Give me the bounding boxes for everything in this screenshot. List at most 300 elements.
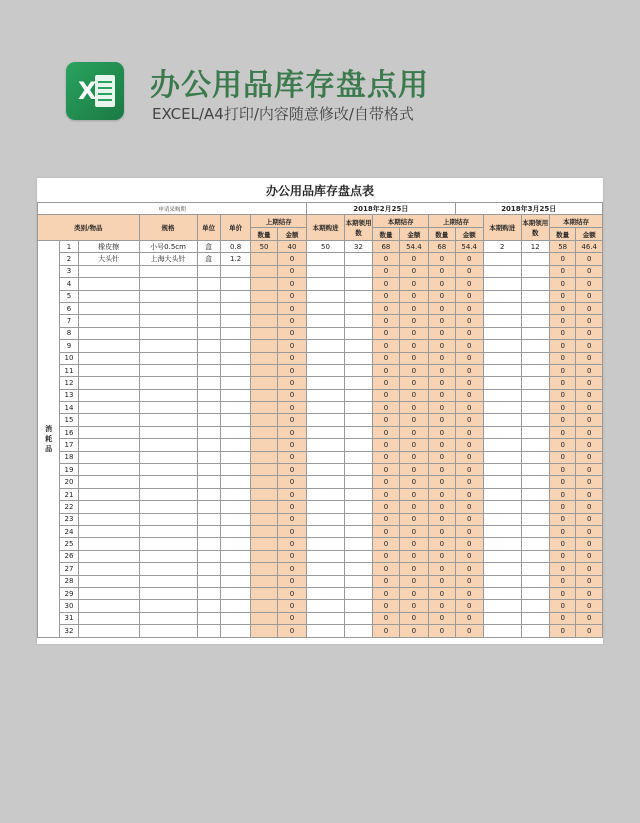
price-cell[interactable] bbox=[220, 377, 250, 389]
price-cell[interactable] bbox=[220, 600, 250, 612]
p2-purchase-cell[interactable] bbox=[483, 402, 521, 414]
p1-purchase-cell[interactable] bbox=[307, 315, 345, 327]
unit-cell[interactable] bbox=[197, 364, 220, 376]
p1-used-cell[interactable] bbox=[344, 402, 372, 414]
p1-purchase-cell[interactable] bbox=[307, 253, 345, 265]
spec-cell[interactable] bbox=[139, 488, 197, 500]
p1-prev-qty-cell[interactable] bbox=[251, 327, 277, 339]
p2-used-cell[interactable] bbox=[521, 563, 549, 575]
item-name-cell[interactable] bbox=[78, 278, 139, 290]
p1-purchase-cell[interactable] bbox=[307, 377, 345, 389]
p1-prev-qty-cell[interactable] bbox=[251, 625, 277, 637]
unit-cell[interactable] bbox=[197, 625, 220, 637]
p1-prev-qty-cell[interactable] bbox=[251, 278, 277, 290]
table-row bbox=[38, 538, 603, 550]
p1-used-cell[interactable] bbox=[344, 600, 372, 612]
p2-prev-amount-cell: 0 bbox=[455, 488, 483, 500]
price-cell[interactable] bbox=[220, 402, 250, 414]
p2-purchase-cell[interactable] bbox=[483, 253, 521, 265]
p2-used-cell[interactable] bbox=[521, 625, 549, 637]
price-cell[interactable]: 0.8 bbox=[220, 241, 250, 253]
p1-used-cell[interactable] bbox=[344, 290, 372, 302]
p1-used-cell[interactable] bbox=[344, 315, 372, 327]
p2-purchase-cell[interactable] bbox=[483, 600, 521, 612]
p1-prev-qty-cell[interactable] bbox=[251, 600, 277, 612]
p1-purchase-cell[interactable] bbox=[307, 587, 345, 599]
unit-cell[interactable] bbox=[197, 451, 220, 463]
p1-purchase-cell[interactable] bbox=[307, 278, 345, 290]
p2-used-cell[interactable] bbox=[521, 426, 549, 438]
p2-purchase-cell[interactable] bbox=[483, 538, 521, 550]
p1-purchase-cell[interactable] bbox=[307, 439, 345, 451]
unit-cell[interactable] bbox=[197, 377, 220, 389]
p2-used-cell[interactable] bbox=[521, 352, 549, 364]
unit-cell[interactable] bbox=[197, 340, 220, 352]
price-cell[interactable] bbox=[220, 414, 250, 426]
p1-used-cell[interactable] bbox=[344, 488, 372, 500]
p2-used-cell[interactable] bbox=[521, 575, 549, 587]
spec-cell[interactable] bbox=[139, 525, 197, 537]
p1-purchase-cell[interactable] bbox=[307, 302, 345, 314]
spec-cell[interactable] bbox=[139, 302, 197, 314]
p1-used-cell[interactable] bbox=[344, 327, 372, 339]
price-cell[interactable] bbox=[220, 587, 250, 599]
p2-used-cell[interactable] bbox=[521, 451, 549, 463]
item-name-cell[interactable] bbox=[78, 302, 139, 314]
spec-cell[interactable] bbox=[139, 550, 197, 562]
item-name-cell[interactable]: 大头针 bbox=[78, 253, 139, 265]
p2-curr-qty-cell: 0 bbox=[549, 476, 575, 488]
unit-cell[interactable] bbox=[197, 290, 220, 302]
spec-cell[interactable] bbox=[139, 265, 197, 277]
p2-used-cell[interactable] bbox=[521, 414, 549, 426]
unit-cell[interactable] bbox=[197, 464, 220, 476]
spec-cell[interactable] bbox=[139, 426, 197, 438]
price-cell[interactable] bbox=[220, 488, 250, 500]
price-cell[interactable] bbox=[220, 513, 250, 525]
spec-cell[interactable] bbox=[139, 340, 197, 352]
item-name-cell[interactable] bbox=[78, 451, 139, 463]
unit-cell[interactable] bbox=[197, 439, 220, 451]
p1-curr-amount-cell: 54.4 bbox=[399, 241, 428, 253]
p1-purchase-cell[interactable] bbox=[307, 414, 345, 426]
p1-prev-qty-cell[interactable] bbox=[251, 414, 277, 426]
p1-used-cell[interactable] bbox=[344, 625, 372, 637]
spec-cell[interactable] bbox=[139, 501, 197, 513]
p1-used-cell[interactable] bbox=[344, 525, 372, 537]
p2-purchase-cell[interactable] bbox=[483, 278, 521, 290]
p1-used-cell[interactable] bbox=[344, 389, 372, 401]
price-cell[interactable] bbox=[220, 426, 250, 438]
item-name-cell[interactable] bbox=[78, 389, 139, 401]
p1-used-cell[interactable] bbox=[344, 538, 372, 550]
spec-cell[interactable] bbox=[139, 612, 197, 624]
p2-used-cell[interactable] bbox=[521, 538, 549, 550]
p2-purchase-cell[interactable] bbox=[483, 302, 521, 314]
p1-used-cell[interactable] bbox=[344, 513, 372, 525]
p1-prev-qty-cell[interactable] bbox=[251, 525, 277, 537]
spec-cell[interactable] bbox=[139, 625, 197, 637]
spec-cell[interactable] bbox=[139, 352, 197, 364]
price-cell[interactable] bbox=[220, 476, 250, 488]
p2-used-cell[interactable]: 12 bbox=[521, 241, 549, 253]
unit-cell[interactable] bbox=[197, 538, 220, 550]
p1-prev-qty-cell[interactable] bbox=[251, 488, 277, 500]
p1-purchase-cell[interactable] bbox=[307, 501, 345, 513]
p2-purchase-cell[interactable] bbox=[483, 352, 521, 364]
price-cell[interactable] bbox=[220, 340, 250, 352]
p2-purchase-cell[interactable] bbox=[483, 389, 521, 401]
p1-used-cell[interactable] bbox=[344, 501, 372, 513]
item-name-cell[interactable] bbox=[78, 525, 139, 537]
p1-purchase-cell[interactable] bbox=[307, 550, 345, 562]
item-name-cell[interactable] bbox=[78, 327, 139, 339]
p1-prev-qty-cell[interactable] bbox=[251, 253, 277, 265]
price-cell[interactable] bbox=[220, 278, 250, 290]
p2-used-cell[interactable] bbox=[521, 587, 549, 599]
p2-used-cell[interactable] bbox=[521, 439, 549, 451]
item-name-cell[interactable] bbox=[78, 414, 139, 426]
p1-purchase-cell[interactable] bbox=[307, 364, 345, 376]
unit-cell[interactable] bbox=[197, 265, 220, 277]
p2-used-cell[interactable] bbox=[521, 327, 549, 339]
unit-cell[interactable] bbox=[197, 315, 220, 327]
p2-used-cell[interactable] bbox=[521, 340, 549, 352]
p1-prev-qty-cell[interactable] bbox=[251, 340, 277, 352]
item-name-cell[interactable] bbox=[78, 439, 139, 451]
p2-purchase-cell[interactable] bbox=[483, 476, 521, 488]
price-cell[interactable] bbox=[220, 327, 250, 339]
table-row bbox=[38, 501, 603, 513]
unit-cell[interactable] bbox=[197, 612, 220, 624]
p1-purchase-cell[interactable] bbox=[307, 352, 345, 364]
p2-purchase-cell[interactable]: 2 bbox=[483, 241, 521, 253]
p2-used-cell[interactable] bbox=[521, 488, 549, 500]
p2-used-cell[interactable] bbox=[521, 501, 549, 513]
p1-used-cell[interactable] bbox=[344, 414, 372, 426]
p2-purchase-cell[interactable] bbox=[483, 550, 521, 562]
item-name-cell[interactable] bbox=[78, 600, 139, 612]
price-cell[interactable] bbox=[220, 550, 250, 562]
p2-used-cell[interactable] bbox=[521, 389, 549, 401]
unit-cell[interactable] bbox=[197, 488, 220, 500]
p2-purchase-cell[interactable] bbox=[483, 265, 521, 277]
unit-cell[interactable] bbox=[197, 476, 220, 488]
unit-cell[interactable] bbox=[197, 389, 220, 401]
p1-purchase-cell[interactable] bbox=[307, 426, 345, 438]
p1-used-cell[interactable] bbox=[344, 352, 372, 364]
p2-purchase-cell[interactable] bbox=[483, 563, 521, 575]
spec-cell[interactable] bbox=[139, 377, 197, 389]
spec-cell[interactable] bbox=[139, 513, 197, 525]
item-name-cell[interactable] bbox=[78, 513, 139, 525]
p2-curr-qty-cell: 0 bbox=[549, 389, 575, 401]
price-cell[interactable] bbox=[220, 265, 250, 277]
p1-prev-qty-cell[interactable] bbox=[251, 476, 277, 488]
spec-cell[interactable] bbox=[139, 315, 197, 327]
p2-purchase-cell[interactable] bbox=[483, 426, 521, 438]
item-name-cell[interactable] bbox=[78, 426, 139, 438]
item-name-cell[interactable]: 橡皮擦 bbox=[78, 241, 139, 253]
item-name-cell[interactable] bbox=[78, 575, 139, 587]
price-cell[interactable] bbox=[220, 439, 250, 451]
p2-purchase-cell[interactable] bbox=[483, 327, 521, 339]
p2-purchase-cell[interactable] bbox=[483, 290, 521, 302]
p2-purchase-cell[interactable] bbox=[483, 612, 521, 624]
unit-cell[interactable] bbox=[197, 575, 220, 587]
p1-used-cell[interactable] bbox=[344, 550, 372, 562]
p1-prev-qty-cell[interactable] bbox=[251, 315, 277, 327]
price-cell[interactable] bbox=[220, 315, 250, 327]
p2-purchase-cell[interactable] bbox=[483, 513, 521, 525]
item-name-cell[interactable] bbox=[78, 587, 139, 599]
item-name-cell[interactable] bbox=[78, 265, 139, 277]
unit-cell[interactable] bbox=[197, 278, 220, 290]
p2-curr-amount-cell: 0 bbox=[576, 625, 603, 637]
p2-purchase-cell[interactable] bbox=[483, 315, 521, 327]
item-name-cell[interactable] bbox=[78, 612, 139, 624]
p1-purchase-cell[interactable]: 50 bbox=[307, 241, 345, 253]
p1-purchase-cell[interactable] bbox=[307, 600, 345, 612]
p1-used-cell[interactable] bbox=[344, 451, 372, 463]
p2-used-cell[interactable] bbox=[521, 377, 549, 389]
p2-purchase-cell[interactable] bbox=[483, 488, 521, 500]
unit-cell[interactable] bbox=[197, 402, 220, 414]
spec-cell[interactable] bbox=[139, 389, 197, 401]
p1-prev-qty-cell[interactable] bbox=[251, 426, 277, 438]
price-cell[interactable] bbox=[220, 352, 250, 364]
item-name-cell[interactable] bbox=[78, 340, 139, 352]
p1-prev-qty-cell[interactable] bbox=[251, 612, 277, 624]
p1-purchase-cell[interactable] bbox=[307, 402, 345, 414]
p1-prev-qty-cell[interactable] bbox=[251, 302, 277, 314]
unit-cell[interactable] bbox=[197, 600, 220, 612]
p1-used-cell[interactable] bbox=[344, 377, 372, 389]
unit-cell[interactable] bbox=[197, 513, 220, 525]
spec-cell[interactable] bbox=[139, 587, 197, 599]
p1-purchase-cell[interactable] bbox=[307, 340, 345, 352]
p2-used-cell[interactable] bbox=[521, 278, 549, 290]
p1-used-cell[interactable] bbox=[344, 364, 372, 376]
p1-used-cell[interactable] bbox=[344, 265, 372, 277]
p2-used-cell[interactable] bbox=[521, 513, 549, 525]
p1-used-cell[interactable] bbox=[344, 563, 372, 575]
unit-cell[interactable]: 盒 bbox=[197, 241, 220, 253]
p1-used-cell[interactable] bbox=[344, 464, 372, 476]
spec-cell[interactable] bbox=[139, 464, 197, 476]
price-cell[interactable] bbox=[220, 625, 250, 637]
item-name-cell[interactable] bbox=[78, 464, 139, 476]
item-name-cell[interactable] bbox=[78, 364, 139, 376]
p1-prev-qty-cell[interactable] bbox=[251, 290, 277, 302]
p2-purchase-cell[interactable] bbox=[483, 364, 521, 376]
item-name-cell[interactable] bbox=[78, 352, 139, 364]
p2-used-cell[interactable] bbox=[521, 612, 549, 624]
p1-purchase-cell[interactable] bbox=[307, 563, 345, 575]
p1-prev-qty-cell[interactable] bbox=[251, 563, 277, 575]
item-name-cell[interactable] bbox=[78, 377, 139, 389]
col-qty: 数量 bbox=[251, 228, 277, 241]
item-name-cell[interactable] bbox=[78, 563, 139, 575]
p1-purchase-cell[interactable] bbox=[307, 488, 345, 500]
item-name-cell[interactable] bbox=[78, 550, 139, 562]
p1-purchase-cell[interactable] bbox=[307, 464, 345, 476]
price-cell[interactable] bbox=[220, 451, 250, 463]
p1-purchase-cell[interactable] bbox=[307, 625, 345, 637]
p1-prev-qty-cell[interactable] bbox=[251, 389, 277, 401]
p2-purchase-cell[interactable] bbox=[483, 377, 521, 389]
price-cell[interactable] bbox=[220, 302, 250, 314]
p1-purchase-cell[interactable] bbox=[307, 513, 345, 525]
p1-prev-qty-cell[interactable] bbox=[251, 265, 277, 277]
p1-prev-qty-cell[interactable] bbox=[251, 501, 277, 513]
unit-cell[interactable] bbox=[197, 525, 220, 537]
p1-purchase-cell[interactable] bbox=[307, 575, 345, 587]
p1-purchase-cell[interactable] bbox=[307, 476, 345, 488]
p2-purchase-cell[interactable] bbox=[483, 439, 521, 451]
spec-cell[interactable]: 小号0.5cm bbox=[139, 241, 197, 253]
p2-used-cell[interactable] bbox=[521, 464, 549, 476]
spec-cell[interactable] bbox=[139, 476, 197, 488]
spec-cell[interactable] bbox=[139, 538, 197, 550]
item-name-cell[interactable] bbox=[78, 476, 139, 488]
spec-cell[interactable] bbox=[139, 563, 197, 575]
p1-prev-qty-cell[interactable]: 50 bbox=[251, 241, 277, 253]
p1-purchase-cell[interactable] bbox=[307, 538, 345, 550]
p1-curr-amount-cell: 0 bbox=[399, 550, 428, 562]
p2-purchase-cell[interactable] bbox=[483, 414, 521, 426]
p2-curr-qty-cell: 0 bbox=[549, 625, 575, 637]
spec-cell[interactable] bbox=[139, 290, 197, 302]
price-cell[interactable] bbox=[220, 389, 250, 401]
p1-prev-qty-cell[interactable] bbox=[251, 464, 277, 476]
unit-cell[interactable] bbox=[197, 414, 220, 426]
unit-cell[interactable] bbox=[197, 352, 220, 364]
unit-cell[interactable] bbox=[197, 501, 220, 513]
item-name-cell[interactable] bbox=[78, 501, 139, 513]
p1-prev-qty-cell[interactable] bbox=[251, 377, 277, 389]
p1-prev-qty-cell[interactable] bbox=[251, 402, 277, 414]
p1-used-cell[interactable] bbox=[344, 476, 372, 488]
p1-purchase-cell[interactable] bbox=[307, 389, 345, 401]
p2-purchase-cell[interactable] bbox=[483, 340, 521, 352]
spec-cell[interactable] bbox=[139, 439, 197, 451]
spec-cell[interactable]: 上海大头针 bbox=[139, 253, 197, 265]
p2-purchase-cell[interactable] bbox=[483, 451, 521, 463]
unit-cell[interactable] bbox=[197, 563, 220, 575]
p1-prev-qty-cell[interactable] bbox=[251, 364, 277, 376]
p2-used-cell[interactable] bbox=[521, 265, 549, 277]
unit-cell[interactable]: 盒 bbox=[197, 253, 220, 265]
price-cell[interactable] bbox=[220, 464, 250, 476]
p1-used-cell[interactable] bbox=[344, 439, 372, 451]
p2-used-cell[interactable] bbox=[521, 302, 549, 314]
item-name-cell[interactable] bbox=[78, 290, 139, 302]
item-name-cell[interactable] bbox=[78, 538, 139, 550]
p2-used-cell[interactable] bbox=[521, 364, 549, 376]
p1-prev-qty-cell[interactable] bbox=[251, 352, 277, 364]
spec-cell[interactable] bbox=[139, 575, 197, 587]
p2-used-cell[interactable] bbox=[521, 315, 549, 327]
p2-prev-amount-cell: 0 bbox=[455, 538, 483, 550]
spec-cell[interactable] bbox=[139, 600, 197, 612]
p2-purchase-cell[interactable] bbox=[483, 575, 521, 587]
p2-purchase-cell[interactable] bbox=[483, 525, 521, 537]
p1-prev-qty-cell[interactable] bbox=[251, 587, 277, 599]
p2-used-cell[interactable] bbox=[521, 290, 549, 302]
item-name-cell[interactable] bbox=[78, 625, 139, 637]
p2-purchase-cell[interactable] bbox=[483, 625, 521, 637]
unit-cell[interactable] bbox=[197, 587, 220, 599]
p1-purchase-cell[interactable] bbox=[307, 612, 345, 624]
p2-purchase-cell[interactable] bbox=[483, 501, 521, 513]
p1-used-cell[interactable] bbox=[344, 340, 372, 352]
p2-used-cell[interactable] bbox=[521, 253, 549, 265]
spec-cell[interactable] bbox=[139, 278, 197, 290]
unit-cell[interactable] bbox=[197, 426, 220, 438]
p2-used-cell[interactable] bbox=[521, 550, 549, 562]
p1-used-cell[interactable] bbox=[344, 278, 372, 290]
p1-used-cell[interactable]: 32 bbox=[344, 241, 372, 253]
p1-purchase-cell[interactable] bbox=[307, 265, 345, 277]
price-cell[interactable] bbox=[220, 563, 250, 575]
p1-prev-qty-cell[interactable] bbox=[251, 439, 277, 451]
p1-used-cell[interactable] bbox=[344, 575, 372, 587]
p2-curr-amount-cell: 0 bbox=[576, 377, 603, 389]
item-name-cell[interactable] bbox=[78, 402, 139, 414]
p1-prev-qty-cell[interactable] bbox=[251, 451, 277, 463]
p2-used-cell[interactable] bbox=[521, 476, 549, 488]
p2-used-cell[interactable] bbox=[521, 402, 549, 414]
unit-cell[interactable] bbox=[197, 327, 220, 339]
p1-prev-qty-cell[interactable] bbox=[251, 538, 277, 550]
p2-used-cell[interactable] bbox=[521, 525, 549, 537]
p1-used-cell[interactable] bbox=[344, 302, 372, 314]
item-name-cell[interactable] bbox=[78, 488, 139, 500]
item-name-cell[interactable] bbox=[78, 315, 139, 327]
spec-cell[interactable] bbox=[139, 414, 197, 426]
price-cell[interactable] bbox=[220, 612, 250, 624]
p1-used-cell[interactable] bbox=[344, 253, 372, 265]
p1-purchase-cell[interactable] bbox=[307, 327, 345, 339]
p1-used-cell[interactable] bbox=[344, 587, 372, 599]
price-cell[interactable] bbox=[220, 290, 250, 302]
p1-used-cell[interactable] bbox=[344, 612, 372, 624]
spec-cell[interactable] bbox=[139, 451, 197, 463]
spec-cell[interactable] bbox=[139, 402, 197, 414]
price-cell[interactable] bbox=[220, 364, 250, 376]
p1-purchase-cell[interactable] bbox=[307, 525, 345, 537]
price-cell[interactable]: 1.2 bbox=[220, 253, 250, 265]
unit-cell[interactable] bbox=[197, 302, 220, 314]
spec-cell[interactable] bbox=[139, 364, 197, 376]
price-cell[interactable] bbox=[220, 575, 250, 587]
p2-purchase-cell[interactable] bbox=[483, 587, 521, 599]
price-cell[interactable] bbox=[220, 501, 250, 513]
p1-prev-qty-cell[interactable] bbox=[251, 550, 277, 562]
unit-cell[interactable] bbox=[197, 550, 220, 562]
p2-purchase-cell[interactable] bbox=[483, 464, 521, 476]
p1-purchase-cell[interactable] bbox=[307, 290, 345, 302]
price-cell[interactable] bbox=[220, 538, 250, 550]
price-cell[interactable] bbox=[220, 525, 250, 537]
p1-used-cell[interactable] bbox=[344, 426, 372, 438]
spec-cell[interactable] bbox=[139, 327, 197, 339]
p1-prev-qty-cell[interactable] bbox=[251, 513, 277, 525]
p1-prev-qty-cell[interactable] bbox=[251, 575, 277, 587]
p2-used-cell[interactable] bbox=[521, 600, 549, 612]
p1-purchase-cell[interactable] bbox=[307, 451, 345, 463]
